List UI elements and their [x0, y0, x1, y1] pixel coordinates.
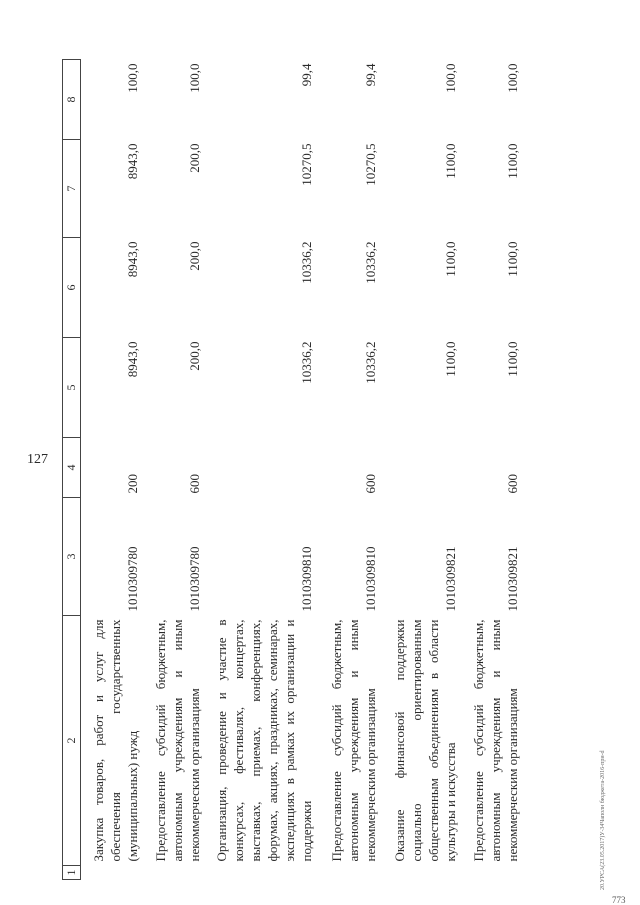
- row-code: 1010309821: [504, 546, 520, 612]
- row-col7: 200,0: [186, 143, 202, 173]
- table-row: [205, 60, 317, 880]
- row-col6: 1100,0: [504, 241, 520, 277]
- header-col-1: 1: [63, 866, 81, 880]
- row-name: Предоставление субсидий бюджетным, автономным учреждениям и иным некоммерческим организациям: [470, 619, 520, 862]
- row-col6: 10336,2: [298, 241, 314, 284]
- table-row: [143, 60, 205, 880]
- row-code: 1010309810: [362, 546, 378, 612]
- table-row: [317, 60, 381, 880]
- row-col8: 100,0: [124, 63, 140, 93]
- row-col8: 100,0: [442, 63, 458, 93]
- row-col7: 10270,5: [298, 143, 314, 186]
- row-col5: 1100,0: [442, 341, 458, 377]
- row-code: 1010309810: [298, 546, 314, 612]
- row-type: 600: [362, 474, 378, 494]
- row-type: [381, 438, 461, 498]
- row-col8: 99,4: [298, 63, 314, 87]
- row-col5: 10336,2: [298, 341, 314, 384]
- header-col-8: 8: [63, 60, 81, 140]
- header-col-2: 2: [63, 616, 81, 866]
- header-col-5: 5: [63, 338, 81, 438]
- row-col6: 8943,0: [124, 241, 140, 278]
- row-name: Предоставление субсидий бюджетным, автономным учреждениям и иным некоммерческим организациям: [328, 619, 378, 862]
- table-row: [381, 60, 461, 880]
- row-col5: 1100,0: [504, 341, 520, 377]
- row-col6: 1100,0: [442, 241, 458, 277]
- row-col8: 100,0: [504, 63, 520, 93]
- header-col-4: 4: [63, 438, 81, 498]
- page-number: 127: [27, 452, 48, 467]
- row-name: Закупка товаров, работ и услуг для обеспечения государственных (муниципальных) нужд: [90, 619, 140, 862]
- table-container: [62, 60, 587, 880]
- row-name: Оказание финансовой поддержки социально ориентированным общественным объединениям в области культуры и искусства: [391, 619, 458, 862]
- budget-table: [62, 60, 587, 880]
- row-name: Организация, проведение и участие в конкурсах, фестивалях, концертах, выставках, приемах, конференциях, форумах, акциях, праздниках, семинарах, экспедициях в рамках их организации и поддержки: [213, 619, 314, 862]
- row-col5: 10336,2: [362, 341, 378, 384]
- row-col8: 100,0: [186, 63, 202, 93]
- row-code: 1010309821: [442, 546, 458, 612]
- row-type: 600: [504, 474, 520, 494]
- row-col6: 200,0: [186, 241, 202, 271]
- row-code: 1010309780: [186, 546, 202, 612]
- row-col7: 1100,0: [442, 143, 458, 179]
- row-col7: 1100,0: [504, 143, 520, 179]
- header-row: [63, 60, 81, 880]
- row-col6: 10336,2: [362, 241, 378, 284]
- row-col7: 10270,5: [362, 143, 378, 186]
- row-col7: 8943,0: [124, 143, 140, 180]
- row-code: 1010309780: [124, 546, 140, 612]
- row-col5: 200,0: [186, 341, 202, 371]
- row-type: 600: [186, 474, 202, 494]
- row-type: 200: [124, 474, 140, 494]
- row-col5: 8943,0: [124, 341, 140, 378]
- header-col-6: 6: [63, 238, 81, 338]
- footer-text: 20.УРСА(23.05.2017)У-34Чаполн бюджета-2016-при-d: [600, 750, 606, 890]
- row-type: [205, 438, 317, 498]
- row-col8: 99,4: [362, 63, 378, 87]
- row-name: Предоставление субсидий бюджетным, автономным учреждениям и иным некоммерческим организациям: [152, 619, 202, 862]
- corner-mark: 773: [612, 895, 626, 905]
- table-row: [461, 60, 523, 880]
- table-row: [81, 60, 143, 880]
- header-col-3: 3: [63, 498, 81, 616]
- header-col-7: 7: [63, 140, 81, 238]
